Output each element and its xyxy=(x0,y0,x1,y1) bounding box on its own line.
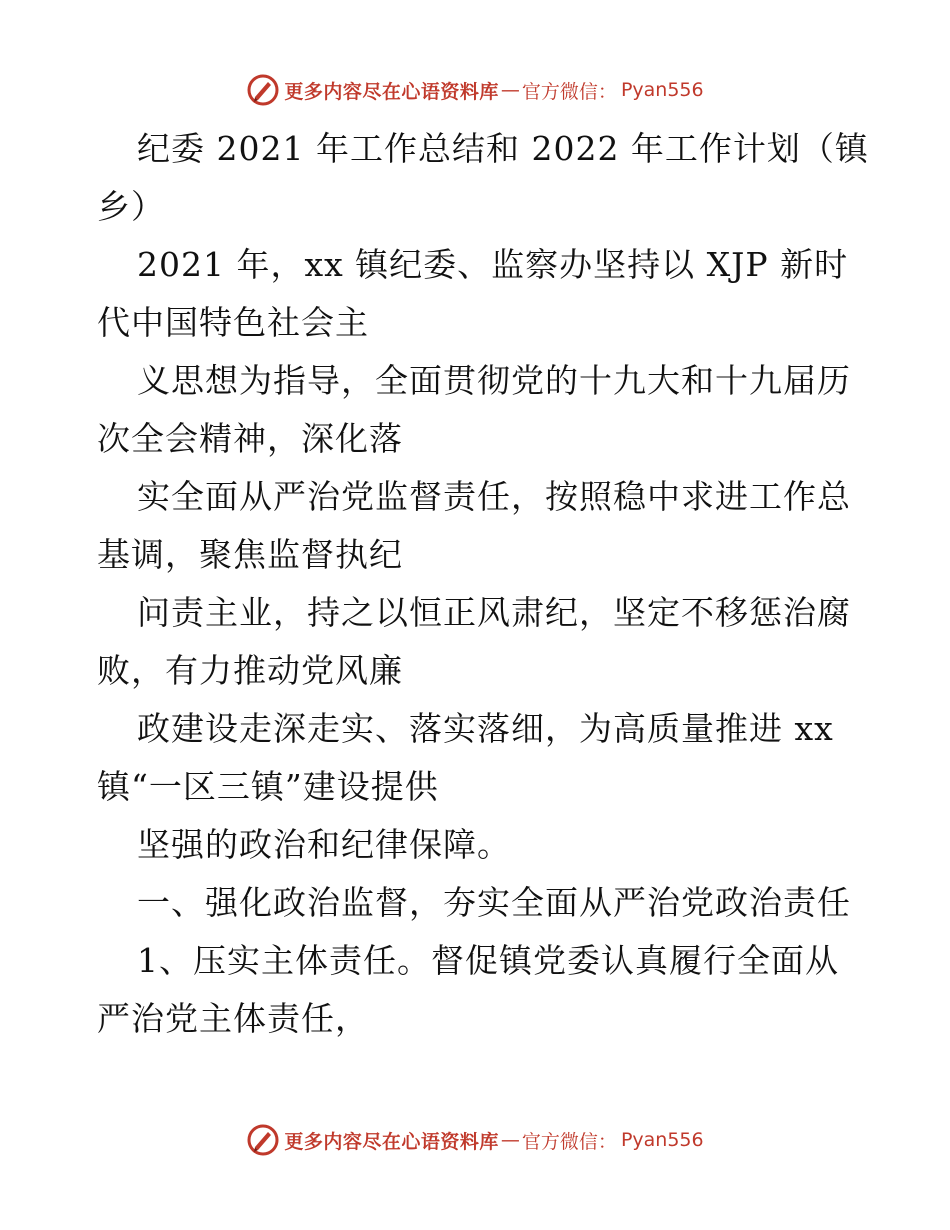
banner-brand-text: 更多内容尽在心语资料库 xyxy=(284,1130,499,1153)
doc-paragraph-line: 代中国特色社会主 xyxy=(97,303,369,342)
doc-paragraph-line: 严治党主体责任， xyxy=(97,999,369,1038)
banner-separator: — xyxy=(500,79,520,101)
doc-paragraph-line: 实全面从严治党监督责任，按照稳中求进工作总 xyxy=(137,477,851,516)
banner-wechat-label: 官方微信： xyxy=(521,1130,617,1153)
banner-wechat-id: Pyan556 xyxy=(620,79,704,101)
doc-paragraph-line: 问责主业，持之以恒正风肃纪，坚定不移惩治腐 xyxy=(137,593,851,632)
banner-separator: — xyxy=(500,1129,520,1151)
doc-paragraph-line: 基调，聚焦监督执纪 xyxy=(97,535,403,574)
doc-paragraph-line: 政建设走深走实、落实落细，为高质量推进 xx xyxy=(137,709,834,748)
banner-wechat-id: Pyan556 xyxy=(620,1129,704,1151)
doc-paragraph-line: 坚强的政治和纪律保障。 xyxy=(137,825,511,864)
document-body xyxy=(97,120,869,1048)
doc-paragraph-line: 义思想为指导，全面贯彻党的十九大和十九届历 xyxy=(137,361,851,400)
banner-brand-text: 更多内容尽在心语资料库 xyxy=(284,80,499,103)
header-banner xyxy=(0,70,950,110)
doc-paragraph-line: 镇“一区三镇”建设提供 xyxy=(97,767,439,806)
brand-logo-icon xyxy=(246,73,280,107)
doc-title-line: 纪委 2021 年工作总结和 2022 年工作计划（镇 xyxy=(137,129,869,168)
doc-section-heading: 一、强化政治监督，夯实全面从严治党政治责任 xyxy=(137,883,851,922)
doc-paragraph-line: 2021 年，xx 镇纪委、监察办坚持以 XJP 新时 xyxy=(137,245,849,284)
doc-paragraph-line: 1、压实主体责任。督促镇党委认真履行全面从 xyxy=(137,941,839,980)
doc-title-line: 乡） xyxy=(97,187,165,226)
footer-banner xyxy=(0,1120,950,1160)
doc-paragraph-line: 次全会精神，深化落 xyxy=(97,419,403,458)
banner-wechat-label: 官方微信： xyxy=(521,80,617,103)
doc-paragraph-line: 败，有力推动党风廉 xyxy=(97,651,403,690)
brand-logo-icon xyxy=(246,1123,280,1157)
